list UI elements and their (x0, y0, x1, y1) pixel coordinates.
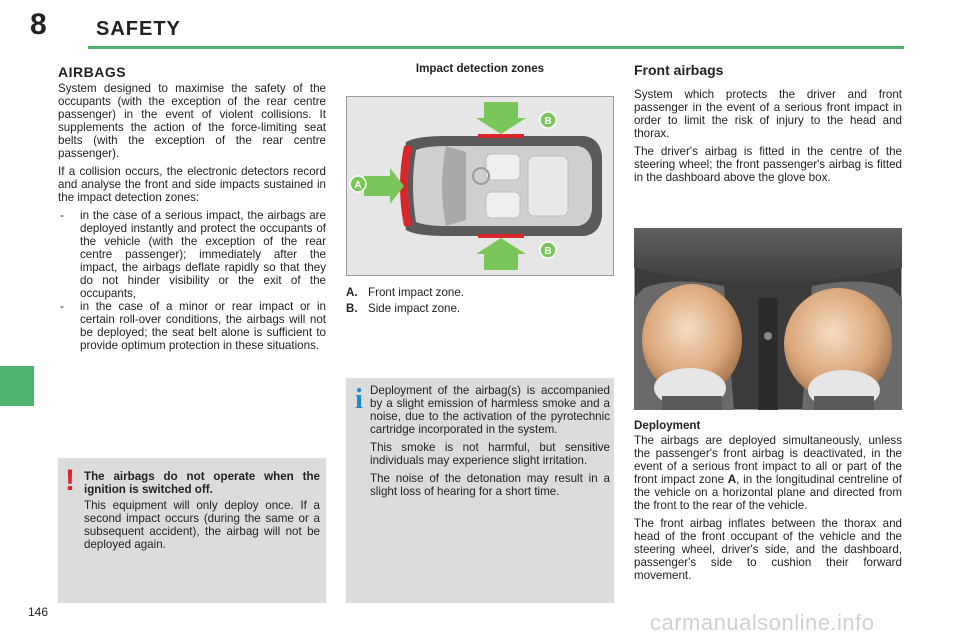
airbags-deployed-photo (634, 228, 902, 410)
impact-zones-title: Impact detection zones (415, 62, 545, 75)
airbags-title: AIRBAGS (58, 64, 127, 80)
deployment-body (634, 434, 902, 587)
warning-title: The airbags do not operate when the ignition is switched off. (84, 470, 320, 496)
zone-b-label: B (544, 116, 552, 127)
deployment-title: Deployment (634, 419, 701, 432)
legend-item: A. Front impact zone. (346, 286, 465, 299)
zone-a-label: A (354, 180, 362, 191)
zone-b-label: B (544, 246, 552, 257)
list-item: - in the case of a serious impact, the airbags are deployed instantly and protect the occupants of the vehicle (with the exception of the rear centre passenger); immediately after the impact, the airbags deflate rapidly so that they do not hinder visibility or the exit of the occupants, (60, 209, 326, 300)
airbags-intro: System designed to maximise the safety of the occupants (with the exception of the rear centre passenger) in the event of violent collisions. It supplements the action of the force-limiting seat belts (with the exception of the rear centre passenger). (58, 82, 326, 160)
front-airbags-p1: System which protects the driver and front passenger in the event of a serious front impact in order to limit the risk of injury to the head and thorax. (634, 88, 902, 140)
warning-text: This equipment will only deploy once. If a second impact occurs (during the same or a subsequent accident), the airbag will not be deployed again. (84, 499, 320, 551)
info-paragraph: Deployment of the airbag(s) is accompanied by a slight emission of harmless smoke and a noise, due to the activation of the pyrotechnic cartridge incorporated in the system. (370, 384, 610, 436)
info-text (370, 384, 610, 503)
deployment-p2: The front airbag inflates between the thorax and head of the front occupant of the vehicle and the steering wheel, driver's side, and the dashboard, passenger's side to cushion their forward movement. (634, 517, 902, 582)
airbags-bullet-list (58, 209, 326, 352)
car-diagram (346, 96, 614, 276)
chapter-side-tab (0, 366, 34, 406)
page-number: 146 (28, 605, 49, 619)
info-box (346, 378, 614, 603)
warning-box (58, 458, 326, 603)
impact-zones-legend (346, 285, 614, 317)
info-paragraph: This smoke is not harmful, but sensitive individuals may experience slight irritation. (370, 441, 610, 467)
warning-icon: ! (65, 464, 75, 497)
deployed-airbags-illustration (634, 228, 902, 410)
legend-item: B. Side impact zone. (346, 302, 461, 315)
airbags-collision: If a collision occurs, the electronic detectors record and analyse the front and side impacts sustained in the impact detection zones: (58, 165, 326, 204)
impact-zones-figure (346, 96, 614, 276)
airbags-body (58, 82, 326, 352)
info-icon: i (355, 384, 363, 415)
front-airbags-title: Front airbags (634, 62, 724, 78)
deployment-p1: The airbags are deployed simultaneously, unless the passenger's front airbag is deactivated, in the event of a serious front impact to all or part of the front impact zone A, in the longitudinal centreline of the vehicle on a horizontal plane and directed from the front to the rear of the vehicle. (634, 434, 902, 512)
watermark: carmanualsonline.info (650, 610, 875, 635)
front-airbags-body (634, 88, 902, 189)
header-rule (88, 46, 904, 49)
list-item: - in the case of a minor or rear impact or in certain roll-over conditions, the airbags will not be deployed; the seat belt alone is sufficient to provide optimum protection in these situations. (60, 300, 326, 352)
front-airbags-p2: The driver's airbag is fitted in the centre of the steering wheel; the front passenger's airbag is fitted in the dashboard above the glove box. (634, 145, 902, 184)
chapter-title: SAFETY (96, 18, 181, 40)
chapter-number: 8 (30, 8, 47, 41)
info-paragraph: The noise of the detonation may result in a slight loss of hearing for a short time. (370, 472, 610, 498)
